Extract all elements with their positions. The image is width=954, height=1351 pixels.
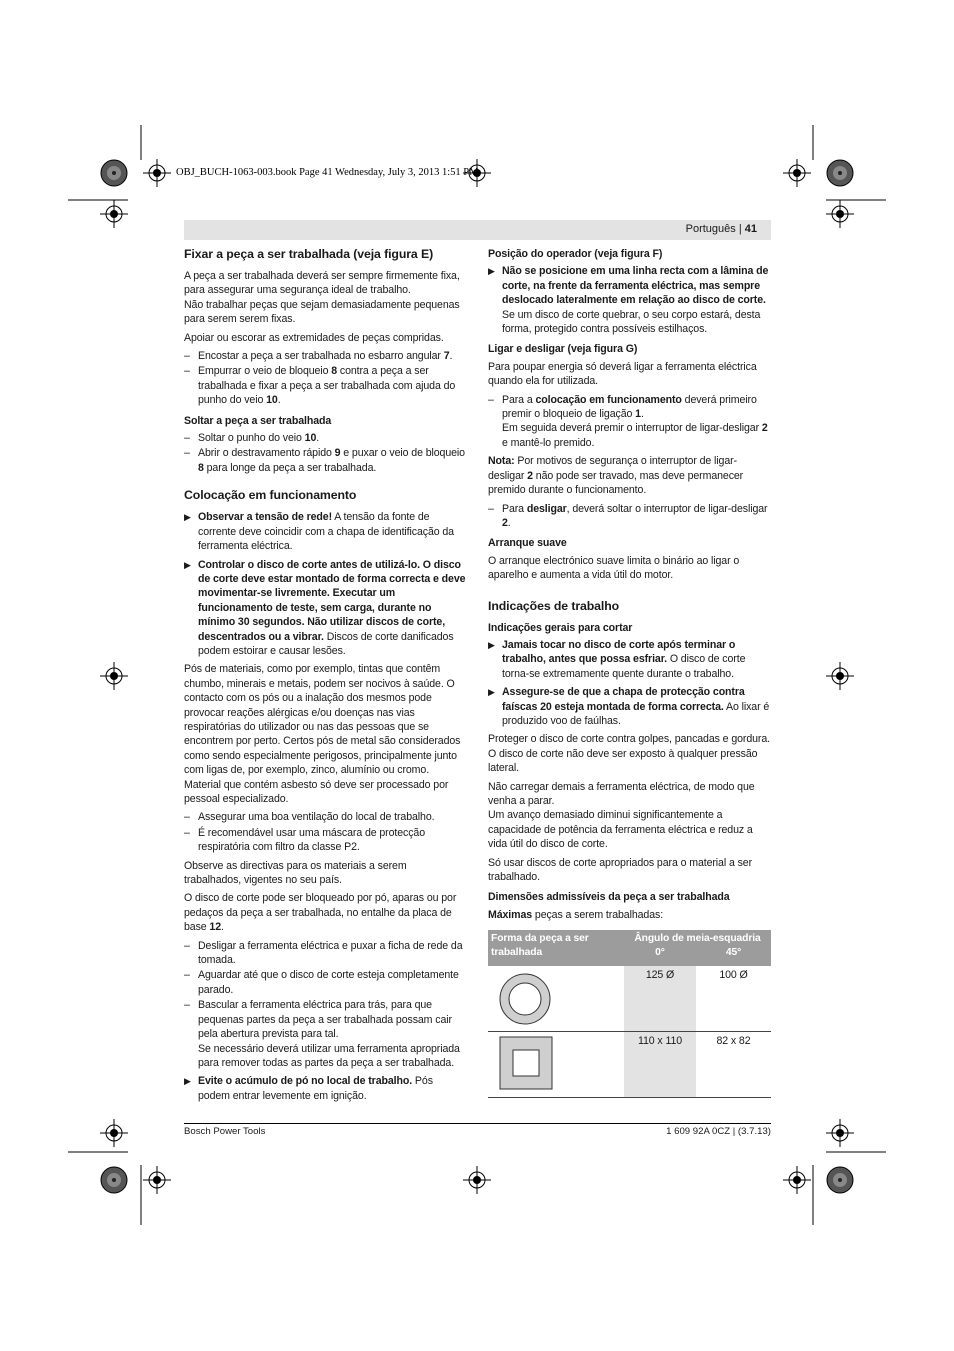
value-45deg: 82 x 82	[716, 1035, 751, 1048]
header-separator: |	[738, 223, 742, 235]
warning-item: ▶ Jamais tocar no disco de corte após terminar o trabalho, antes que possa esfriar. O disco de corte torna-se extremamente quente durante o trabalho.	[488, 638, 746, 680]
para: O disco de corte pode ser bloqueado por pó, aparas ou por pedaços da peça a ser trabalhada, no entalhe da placa de base 12.	[184, 892, 457, 934]
list-item: – Assegurar uma boa ventilação do local de trabalho.	[184, 810, 466, 824]
subheading-on-off: Ligar e desligar (veja figura G)	[488, 343, 638, 356]
list-item: – Bascular a ferramenta eléctrica para trás, para que pequenas partes da peça a ser trabalhada possam cair pela abertura prevista para tal. Se necessário deverá utilizar uma ferramenta apropriada para remover todas as partes da peça a ser trabalhada.	[184, 998, 466, 1070]
warning-item: ▶ Assegure-se de que a chapa de protecção contra faíscas 20 esteja montada de forma correcta. Ao lixar é produzido voo de faúlhas.	[488, 686, 770, 727]
footer-left: Bosch Power Tools	[184, 1126, 266, 1137]
para: Observe as directivas para os materiais a serem trabalhados, vigentes no seu país.	[184, 859, 407, 887]
para: A peça a ser trabalhada deverá ser sempre firmemente fixa, para assegurar uma segurança ideal de trabalho. Não trabalhar peças que sejam demasiadamente pequenas para serem serem fixas.	[184, 270, 460, 326]
col-shape-header: Forma da peça a ser trabalhada	[491, 933, 589, 959]
para: Proteger o disco de corte contra golpes, pancadas e gordura. O disco de corte não deve ser exposto à qualquer pressão lateral.	[488, 733, 770, 775]
angle-header-label: Ângulo de meia-esquadria	[634, 933, 761, 945]
subheading-operator-position: Posição do operador (veja figura F)	[488, 248, 663, 260]
list-item: – Empurrar o veio de bloqueio 8 contra a peça a ser trabalhada e fixar a peça a ser trabalhada com ajuda do punho do veio 10.	[184, 364, 466, 407]
subheading-general-cutting: Indicações gerais para cortar	[488, 621, 633, 634]
footer-right: 1 609 92A 0CZ | (3.7.13)	[666, 1126, 771, 1137]
triangle-bullet-icon: ▶	[184, 1076, 191, 1087]
para: O arranque electrónico suave limita o binário ao ligar o aparelho e aumenta a vida útil do motor.	[488, 554, 740, 582]
list-item: – Para desligar, deverá soltar o interruptor de ligar-desligar 2.	[488, 502, 771, 531]
warning-item: ▶ Observar a tensão de rede! A tensão da fonte de corrente deve coincidir com a chapa de identificação da ferramenta eléctrica.	[184, 511, 454, 553]
table-header	[488, 930, 771, 966]
triangle-bullet-icon: ▶	[184, 512, 191, 523]
footer-rule	[184, 1123, 771, 1124]
heading-fix: Fixar a peça a ser trabalhada (veja figura E)	[184, 247, 434, 261]
para: Não carregar demais a ferramenta eléctrica, de modo que venha a parar. Um avanço demasiado diminui significantemente a capacidade de potência da ferramenta eléctrica e reduz a vida útil do disco de corte.	[488, 780, 755, 851]
para: Para poupar energia só deverá ligar a ferramenta eléctrica quando ela for utilizada.	[488, 360, 757, 388]
left-column	[184, 247, 466, 1107]
para: Pós de materiais, como por exemplo, tintas que contêm chumbo, minerais e metais, podem ser nocivos à saúde. O contacto com os pós ou a inalação dos mesmos pode provocar reações alérgicas e/ou doenças nas vias respiratórias do utilizador ou nas das pessoas que se encontrem por perto. Certos pós de metal são considerados como sendo especialmente perigosos, principalmente junto com ligas de, por exemplo, zinco, alumínio ou cromo. Material que contém asbesto só deve ser processado por pessoal especializado.	[184, 663, 461, 805]
value-45deg: 100 Ø	[719, 969, 748, 982]
para: Máximas peças a serem trabalhadas:	[488, 908, 664, 921]
page-number: 41	[744, 223, 757, 235]
list-item: – Abrir o destravamento rápido 9 e puxar o veio de bloqueio 8 para longe da peça a ser trabalhada.	[184, 446, 466, 475]
para: Apoiar ou escorar as extremidades de peças compridas.	[184, 331, 444, 344]
warning-item: ▶ Controlar o disco de corte antes de utilizá-lo. O disco de corte deve estar montado de forma correcta e deve movimentar-se livremente. Executar um funcionamento de teste, sem carga, durante no mínimo 30 segundos. Não utilizar discos de corte, descentrados ou a vibrar. Discos de corte danificados podem estoirar e causar lesões.	[184, 558, 466, 657]
list-item: – Para a colocação em funcionamento deverá primeiro premir o bloqueio de ligação 1. Em seguida deverá premir o interruptor de ligar-desligar 2 e mantê-lo premido.	[488, 393, 771, 451]
subheading-dimensions: Dimensões admissíveis da peça a ser trabalhada	[488, 891, 730, 904]
page-header	[184, 220, 771, 240]
subheading-release: Soltar a peça a ser trabalhada	[184, 414, 332, 427]
list-item: – Encostar a peça a ser trabalhada no esbarro angular 7.	[184, 349, 466, 363]
subheading-soft-start: Arranque suave	[488, 537, 567, 550]
note: Nota: Por motivos de segurança o interruptor de ligar-desligar 2 não pode ser travado, mas deve permanecer premido durante o funcionamento.	[488, 455, 744, 497]
value-0deg: 125 Ø	[624, 966, 696, 1031]
round-workpiece-icon	[498, 969, 558, 1029]
triangle-bullet-icon: ▶	[488, 687, 495, 698]
heading-work-hints: Indicações de trabalho	[488, 598, 620, 613]
warning-item: ▶ Não se posicione em uma linha recta com a lâmina de corte, na frente da ferramenta eléctrica, mas sempre deslocado lateralmente em relação ao disco de corte. Se um disco de corte quebrar, o seu corpo estará, desta forma, protegido contra possíveis estilhaços.	[488, 265, 769, 336]
right-column	[488, 247, 771, 1098]
dimensions-table	[488, 930, 771, 1098]
list-item: – Desligar a ferramenta eléctrica e puxar a ficha de rede da tomada.	[184, 939, 466, 968]
list-item: – É recomendável usar uma máscara de protecção respiratória com filtro da classe P2.	[184, 826, 466, 855]
print-info-line: OBJ_BUCH-1063-003.book Page 41 Wednesday, July 3, 2013 1:51 PM	[176, 167, 479, 178]
list-item: – Soltar o punho do veio 10.	[184, 431, 466, 445]
triangle-bullet-icon: ▶	[488, 266, 495, 277]
angle-45-header: 45°	[725, 947, 742, 959]
value-0deg: 110 x 110	[624, 1032, 696, 1097]
heading-start: Colocação em funcionamento	[184, 488, 357, 503]
warning-item: ▶ Evite o acúmulo de pó no local de trabalho. Pós podem entrar levemente em ignição.	[184, 1075, 433, 1102]
triangle-bullet-icon: ▶	[184, 559, 191, 570]
table-row	[488, 1032, 771, 1098]
header-language: Português	[685, 223, 736, 235]
list-item: – Aguardar até que o disco de corte esteja completamente parado.	[184, 968, 466, 997]
col-angle-header	[624, 932, 771, 960]
para: Só usar discos de corte apropriados para o material a ser trabalhado.	[488, 856, 752, 884]
square-workpiece-icon	[498, 1035, 558, 1095]
angle-0-header: 0°	[655, 947, 665, 959]
triangle-bullet-icon: ▶	[488, 639, 495, 650]
table-row	[488, 966, 771, 1032]
